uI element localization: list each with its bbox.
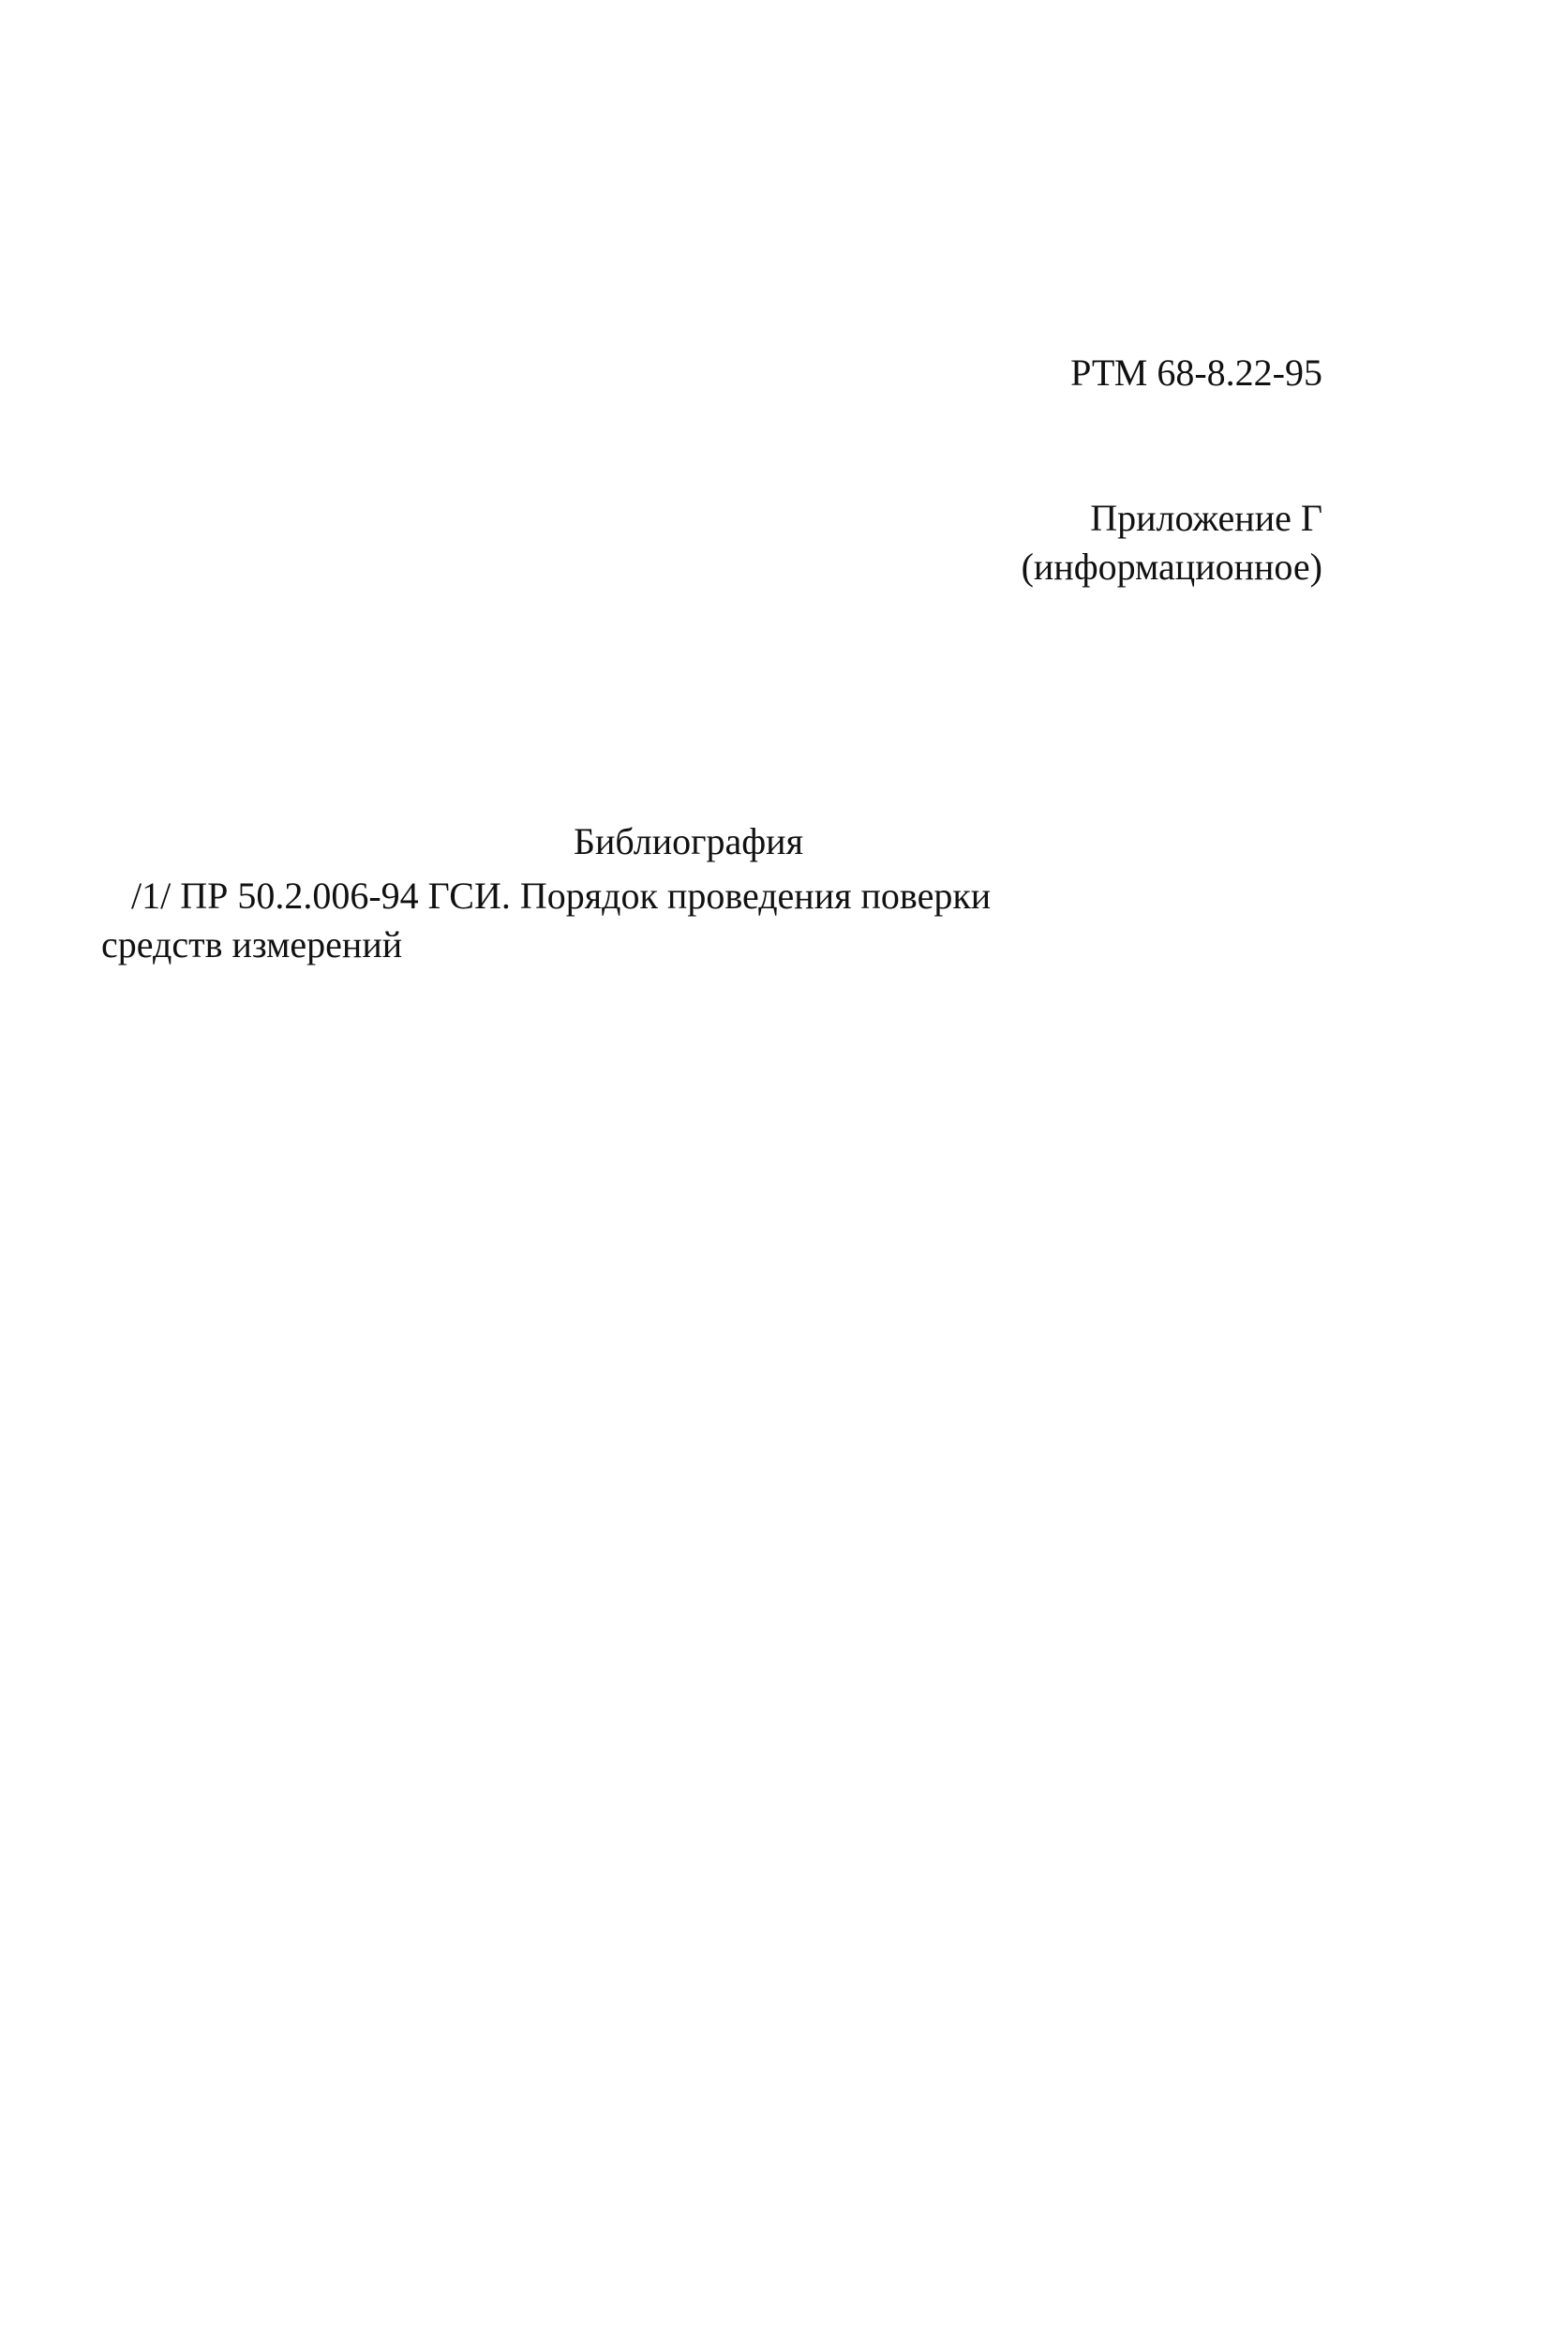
bibliography-entry [101,872,1226,969]
appendix-title: Приложение Г [1090,497,1322,539]
bibliography-entry-line-1: /1/ ПР 50.2.006-94 ГСИ. Порядок проведения поверки [131,875,992,917]
document-code: РТМ 68-8.22-95 [1070,352,1322,394]
appendix-subtitle: (информационное) [1021,546,1322,588]
appendix-heading [1022,494,1322,591]
bibliography-entry-line-2: средств измерений [101,923,403,965]
bibliography-title: Библиография [574,820,803,862]
